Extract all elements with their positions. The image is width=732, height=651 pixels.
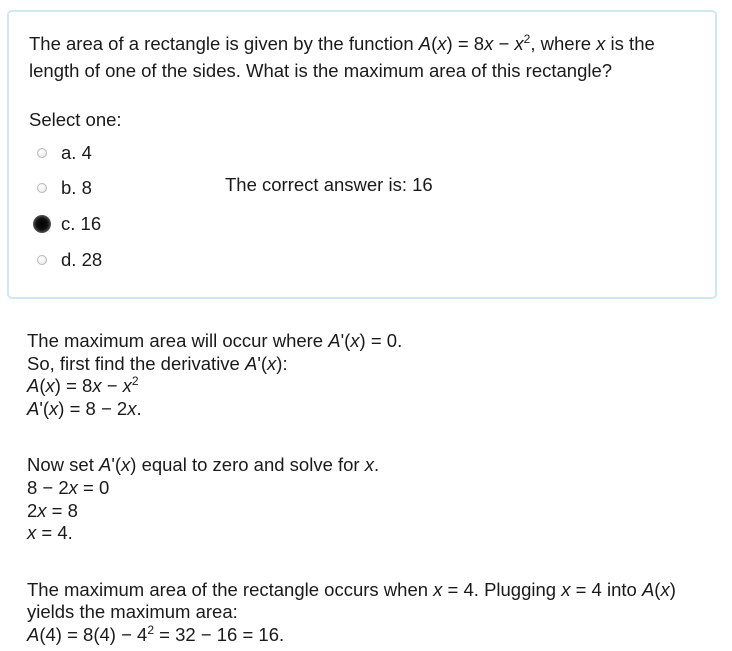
option-d[interactable] xyxy=(37,247,102,273)
option-b[interactable] xyxy=(37,175,92,201)
question-text-part: The area of a rectangle is given by the function xyxy=(29,33,419,54)
math-var: x xyxy=(596,33,606,54)
math-var: x xyxy=(437,33,447,54)
question-text-part: length of one of the sides. What is the maximum area of this rectangle? xyxy=(29,60,613,81)
question-text-part: is the xyxy=(605,33,655,54)
option-label: c. 16 xyxy=(61,213,102,234)
question-text-part: , where xyxy=(530,33,597,54)
radio-button-icon[interactable] xyxy=(37,255,47,265)
radio-button-selected-icon[interactable] xyxy=(33,215,51,233)
solution-line: $A(x) = 8x - x^2$ xyxy=(27,374,139,397)
solution-line: The maximum area will occur where A'(x) = 0. xyxy=(27,330,403,351)
option-c[interactable] xyxy=(37,211,101,237)
math-var: x xyxy=(484,33,494,54)
solution-line: yields the maximum area: xyxy=(27,601,238,623)
math-var: A xyxy=(418,33,432,54)
solution-line: So, first find the derivative A'(x): xyxy=(27,352,288,374)
radio-button-icon[interactable] xyxy=(37,148,47,158)
question-text xyxy=(29,30,689,84)
question-text-part: − xyxy=(493,33,515,54)
solution-line: 2x = 8 xyxy=(27,499,78,521)
question-text-part: ( xyxy=(431,33,438,54)
option-label: b. 8 xyxy=(61,177,92,198)
paragraph-gap xyxy=(27,545,717,579)
exponent: 2 xyxy=(523,32,531,46)
radio-button-icon[interactable] xyxy=(37,183,47,193)
option-label: a. 4 xyxy=(61,142,92,163)
option-label: d. 28 xyxy=(61,249,103,270)
solution-line: 8 − 2x = 0 xyxy=(27,476,110,498)
quiz-card xyxy=(7,10,717,299)
solution-line: The maximum area of the rectangle occurs when x = 4. Plugging x = 4 into A(x) xyxy=(27,578,676,600)
solution-explanation xyxy=(27,330,717,647)
math-var: x xyxy=(514,33,524,54)
solution-line: Now set A'(x) equal to zero and solve for x. xyxy=(27,454,380,476)
option-a[interactable] xyxy=(37,140,92,166)
correct-answer-feedback: The correct answer is: 16 xyxy=(225,174,433,195)
paragraph-gap xyxy=(27,420,717,454)
question-text-part: ) = 8 xyxy=(446,33,485,54)
solution-line: $A(4) = 8(4) - 4^2 = 32 - 16 = 16$. xyxy=(27,622,285,645)
select-one-label: Select one: xyxy=(29,109,122,130)
solution-line: A'(x) = 8 − 2x. xyxy=(27,397,142,419)
solution-line: x = 4. xyxy=(27,522,73,544)
